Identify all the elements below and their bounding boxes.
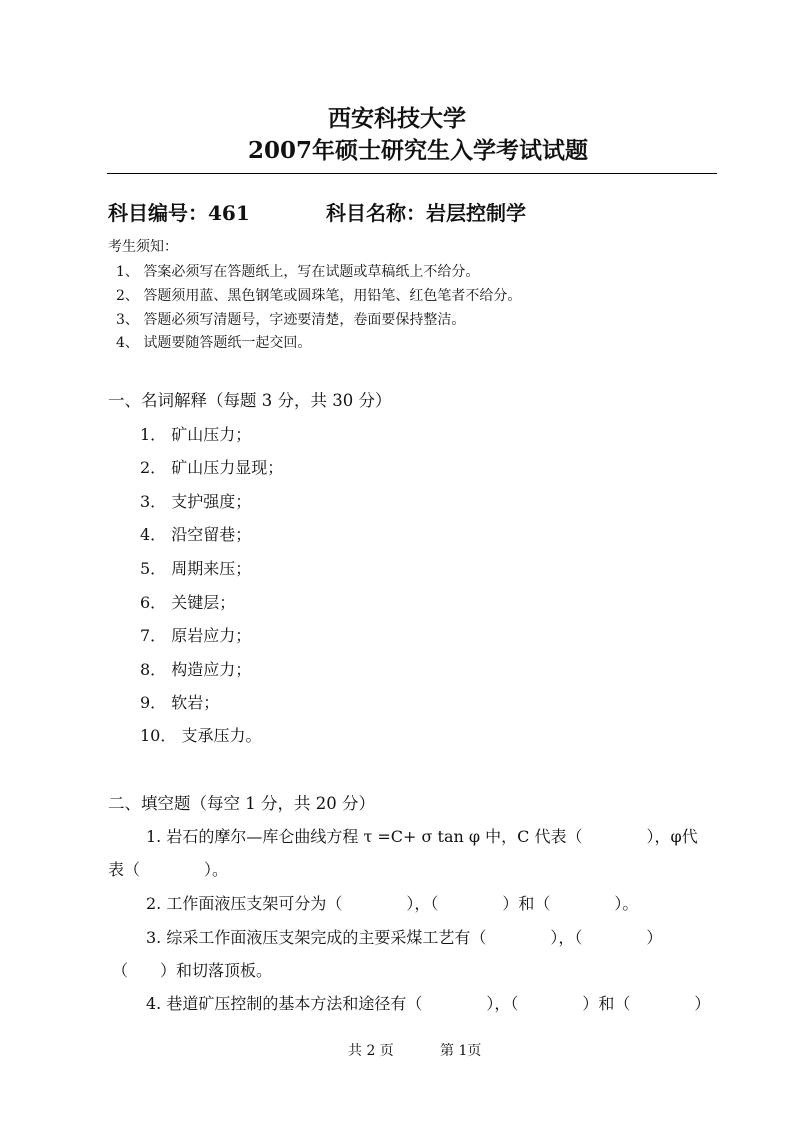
current-page: 第 1页 — [440, 1043, 482, 1059]
question-item: 1． 矿山压力； — [140, 425, 252, 444]
question-item: 3． 支护强度； — [140, 492, 252, 511]
question-line: 1. 岩石的摩尔—库仑曲线方程 τ =C+ σ tan φ 中，C 代表（ ），φ代 — [146, 827, 698, 846]
notice-item: 4、 试题要随答题纸一起交回。 — [116, 335, 312, 351]
notice-item: 2、 答题须用蓝、黑色钢笔或圆珠笔，用铅笔、红色笔者不给分。 — [116, 288, 522, 304]
total-pages: 共 2 页 — [348, 1043, 394, 1059]
question-item: 10． 支承压力。 — [140, 726, 262, 745]
university-title: 西安科技大学 — [328, 105, 466, 132]
question-line: 3. 综采工作面液压支架完成的主要采煤工艺有（ ），（ ） — [146, 928, 663, 947]
notice-item: 3、 答题必须写清题号，字迹要清楚，卷面要保持整洁。 — [116, 312, 466, 328]
question-item: 6． 关键层； — [140, 593, 236, 612]
question-line: （ ）和切落顶板。 — [112, 961, 273, 980]
question-item: 4． 沿空留巷； — [140, 525, 252, 544]
question-line: 2. 工作面液压支架可分为（ ），（ ）和（ ）。 — [146, 894, 639, 913]
question-item: 2． 矿山压力显现； — [140, 458, 284, 477]
subject-code: 科目编号：461 — [108, 201, 250, 225]
question-item: 9． 软岩； — [140, 693, 220, 712]
question-line: 表（ ）。 — [108, 860, 229, 879]
notice-item: 1、 答案必须写在答题纸上，写在试题或草稿纸上不给分。 — [116, 264, 480, 280]
section-heading: 一、名词解释（每题 3 分，共 30 分） — [108, 391, 392, 410]
section-heading: 二、填空题（每空 1 分，共 20 分） — [108, 794, 375, 813]
header-rule — [107, 173, 717, 174]
question-item: 7． 原岩应力； — [140, 626, 252, 645]
notice-heading: 考生须知： — [108, 239, 178, 255]
question-item: 8． 构造应力； — [140, 660, 252, 679]
question-line: 4. 巷道矿压控制的基本方法和途径有（ ），（ ）和（ ） — [146, 994, 711, 1013]
subject-name: 科目名称：岩层控制学 — [326, 201, 526, 225]
question-item: 5． 周期来压； — [140, 559, 252, 578]
exam-title: 2007年硕士研究生入学考试试题 — [248, 137, 589, 164]
